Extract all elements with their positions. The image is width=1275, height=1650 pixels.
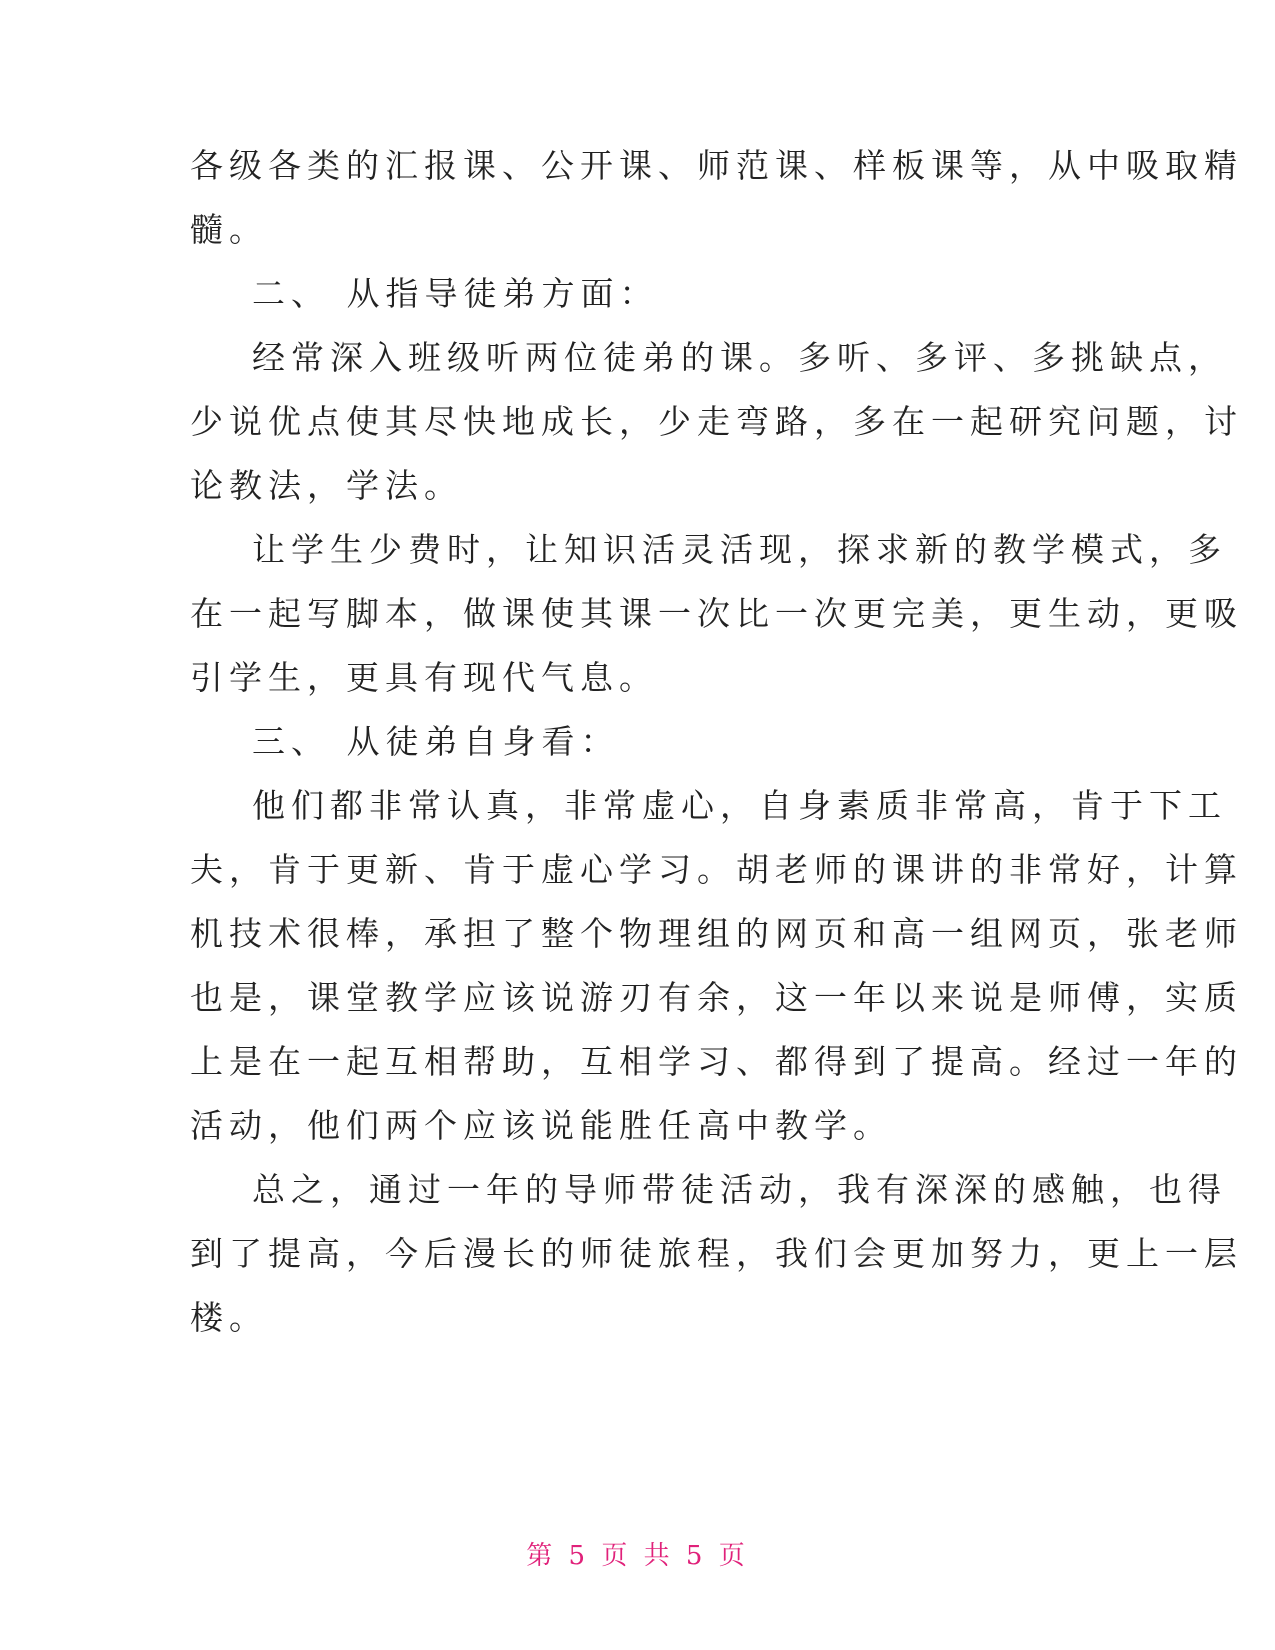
- text-line: 活动，他们两个应该说能胜任高中教学。: [190, 1106, 892, 1145]
- text-line: 在一起写脚本，做课使其课一次比一次更完美，更生动，更吸: [190, 594, 1243, 633]
- text-line: 上是在一起互相帮助，互相学习、都得到了提高。经过一年的: [190, 1042, 1243, 1081]
- text-line: 经常深入班级听两位徒弟的课。多听、多评、多挑缺点，: [252, 338, 1227, 377]
- text-line: 髓。: [190, 210, 268, 249]
- section-heading: 二、 从指导徒弟方面：: [252, 274, 659, 313]
- text-line: 少说优点使其尽快地成长，少走弯路，多在一起研究问题，讨: [190, 402, 1243, 441]
- text-line: 机技术很棒，承担了整个物理组的网页和高一组网页，张老师: [190, 914, 1243, 953]
- text-line: 到了提高，今后漫长的师徒旅程，我们会更加努力，更上一层: [190, 1234, 1243, 1273]
- text-line: 楼。: [190, 1298, 268, 1337]
- text-line: 让学生少费时，让知识活灵活现，探求新的教学模式，多: [252, 530, 1227, 569]
- text-line: 他们都非常认真，非常虚心，自身素质非常高，肯于下工: [252, 786, 1227, 825]
- text-line: 总之，通过一年的导师带徒活动，我有深深的感触，也得: [252, 1170, 1227, 1209]
- text-line: 夫，肯于更新、肯于虚心学习。胡老师的课讲的非常好，计算: [190, 850, 1243, 889]
- page-number-footer: 第 5 页 共 5 页: [526, 1541, 749, 1571]
- text-line: 也是，课堂教学应该说游刃有余，这一年以来说是师傅，实质: [190, 978, 1243, 1017]
- text-line: 引学生，更具有现代气息。: [190, 658, 658, 697]
- text-line: 各级各类的汇报课、公开课、师范课、样板课等，从中吸取精: [190, 146, 1243, 185]
- section-heading: 三、 从徒弟自身看：: [252, 722, 620, 761]
- text-line: 论教法，学法。: [190, 466, 463, 505]
